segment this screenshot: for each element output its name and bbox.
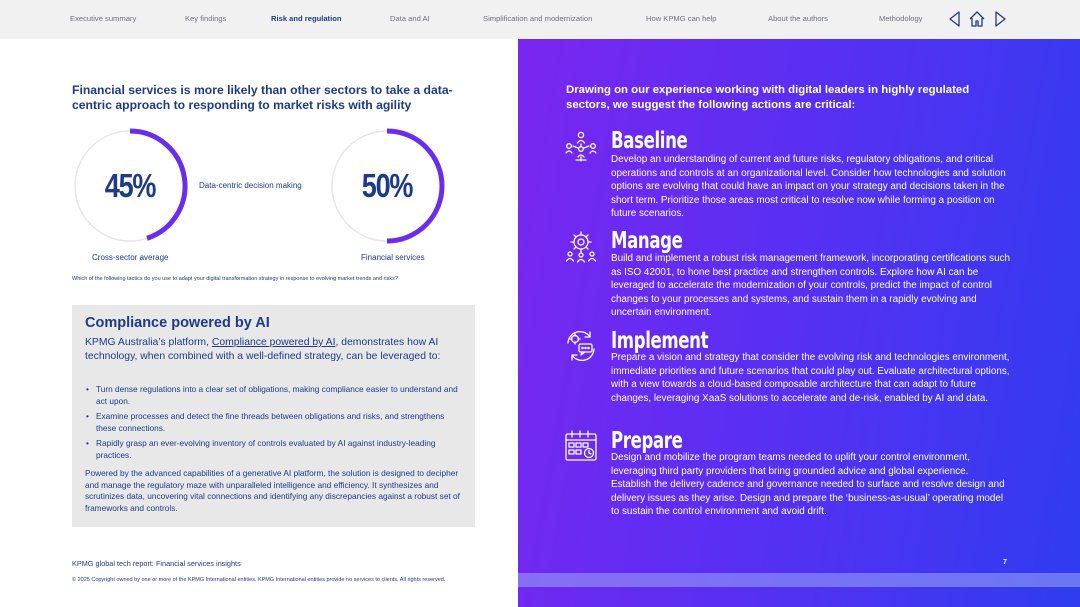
- callout-title: Compliance powered by AI: [85, 315, 270, 331]
- nav-how-kpmg-can-help[interactable]: How KPMG can help: [646, 14, 717, 23]
- action-heading-prepare: Prepare: [611, 428, 683, 454]
- top-navigation: [0, 0, 1080, 39]
- metric-label: Data-centric decision making: [199, 181, 302, 190]
- action-body-implement: Prepare a vision and strategy that consider the evolving risk and technologies environment, immediate priorities and future scenarios that could play out. Evaluate architectural options, with a view towards a cloud-based composable architecture that can adapt to future changes, leveraging XaaS solutions to accelerate and de-risk, enabled by AI and data.: [611, 352, 1010, 404]
- nav-simplification[interactable]: Simplification and modernization: [483, 14, 593, 23]
- nav-risk-and-regulation[interactable]: Risk and regulation: [271, 14, 342, 23]
- home-icon[interactable]: [968, 10, 986, 28]
- copyright-notice: © 2025 Copyright owned by one or more of the KPMG International entities. KPMG International entities provide no services to clients. All rights reserved.: [72, 577, 446, 583]
- previous-page-icon[interactable]: [946, 10, 964, 28]
- report-footer-title: KPMG global tech report: Financial services insights: [72, 559, 241, 568]
- actions-panel-title: Drawing on our experience working with digital leaders in highly regulated sectors, we suggest the following actions are critical:: [566, 84, 970, 111]
- action-heading-implement: Implement: [611, 328, 709, 354]
- people-network-icon: [564, 129, 598, 163]
- survey-question: Which of the following tactics do you use to adapt your digital transformation strategy in response to evolving market trends and risks?: [72, 276, 398, 282]
- action-body-baseline: Develop an understanding of current and future risks, regulatory obligations, and critical operations and controls at an organizational level. Consider how technologies and solution options are evolving that could have an impact on your strategy and decisions taken in the short term. Prioritize those areas most critical to resolve now while forming a position on future scenarios.: [611, 154, 1006, 219]
- callout-intro-pre: KPMG Australia’s platform,: [85, 337, 212, 348]
- footer-band: [518, 573, 1080, 587]
- callout-bullet: • Turn dense regulations into a clear set of obligations, making compliance easier to understand and act upon.: [85, 384, 465, 407]
- compliance-callout-box: [72, 305, 475, 527]
- cycle-chat-icon: [564, 329, 598, 363]
- action-body-manage: Build and implement a robust risk management framework, incorporating certifications such as ISO 42001, to hone best practice and strengthen controls. Explore how AI can be leveraged to accelerate the modernization of your controls, predict the impact of control changes to your processes and systems, and sustain them in a rapidly evolving and uncertain environment.: [611, 253, 1011, 318]
- stat-value-financial-services: 50%: [361, 167, 413, 204]
- nav-data-and-ai[interactable]: Data and AI: [390, 14, 430, 23]
- left-section-title: Financial services is more likely than other sectors to take a data-centric approach to responding to market risks with agility: [72, 83, 453, 112]
- callout-bullet: • Examine processes and detect the fine threads between obligations and risks, and strengthens these connections.: [85, 411, 465, 434]
- action-body-prepare: Design and mobilize the program teams needed to uplift your control environment, leveraging third party providers that bring grounded advice and global experience. Establish the delivery cadence and governance needed to surface and resolve design and delivery issues as they arise. Design and prepare the ‘business-as-usual’ operating model to sustain the control environment and avoid drift.: [611, 452, 1005, 517]
- actions-panel: [518, 39, 1080, 607]
- calendar-plan-icon: [564, 429, 598, 463]
- stat-value-cross-sector: 45%: [104, 167, 156, 204]
- action-heading-manage: Manage: [611, 228, 683, 254]
- callout-bullet: • Rapidly grasp an ever-evolving inventory of controls evaluated by AI against industry-leading practices.: [85, 438, 465, 461]
- action-heading-baseline: Baseline: [611, 128, 688, 154]
- donut-financial-services: [329, 128, 445, 244]
- donut-cross-sector: [72, 128, 188, 244]
- compliance-ai-link[interactable]: Compliance powered by AI: [211, 337, 336, 348]
- callout-closing-paragraph: Powered by the advanced capabilities of a generative AI platform, the solution is designed to decipher and manage the regulatory maze with unparalleled intelligence and efficiency. It synthesizes and scrutinizes data, uncovering vital connections and identifying any discrepancies against a robust set of frameworks and controls.: [85, 468, 460, 513]
- nav-about-the-authors[interactable]: About the authors: [768, 14, 828, 23]
- stat-caption-financial-services: Financial services: [361, 253, 425, 262]
- nav-key-findings[interactable]: Key findings: [185, 14, 227, 23]
- nav-executive-summary[interactable]: Executive summary: [70, 14, 137, 23]
- page-number: 7: [1003, 559, 1007, 566]
- next-page-icon[interactable]: [991, 10, 1009, 28]
- nav-methodology[interactable]: Methodology: [879, 14, 923, 23]
- callout-intro-post: , demonstrates how AI technology, when combined with a well-defined strategy, can be leveraged to:: [85, 337, 441, 362]
- stat-caption-cross-sector: Cross-sector average: [92, 253, 169, 262]
- callout-intro: [85, 336, 465, 363]
- gear-people-icon: [564, 229, 598, 263]
